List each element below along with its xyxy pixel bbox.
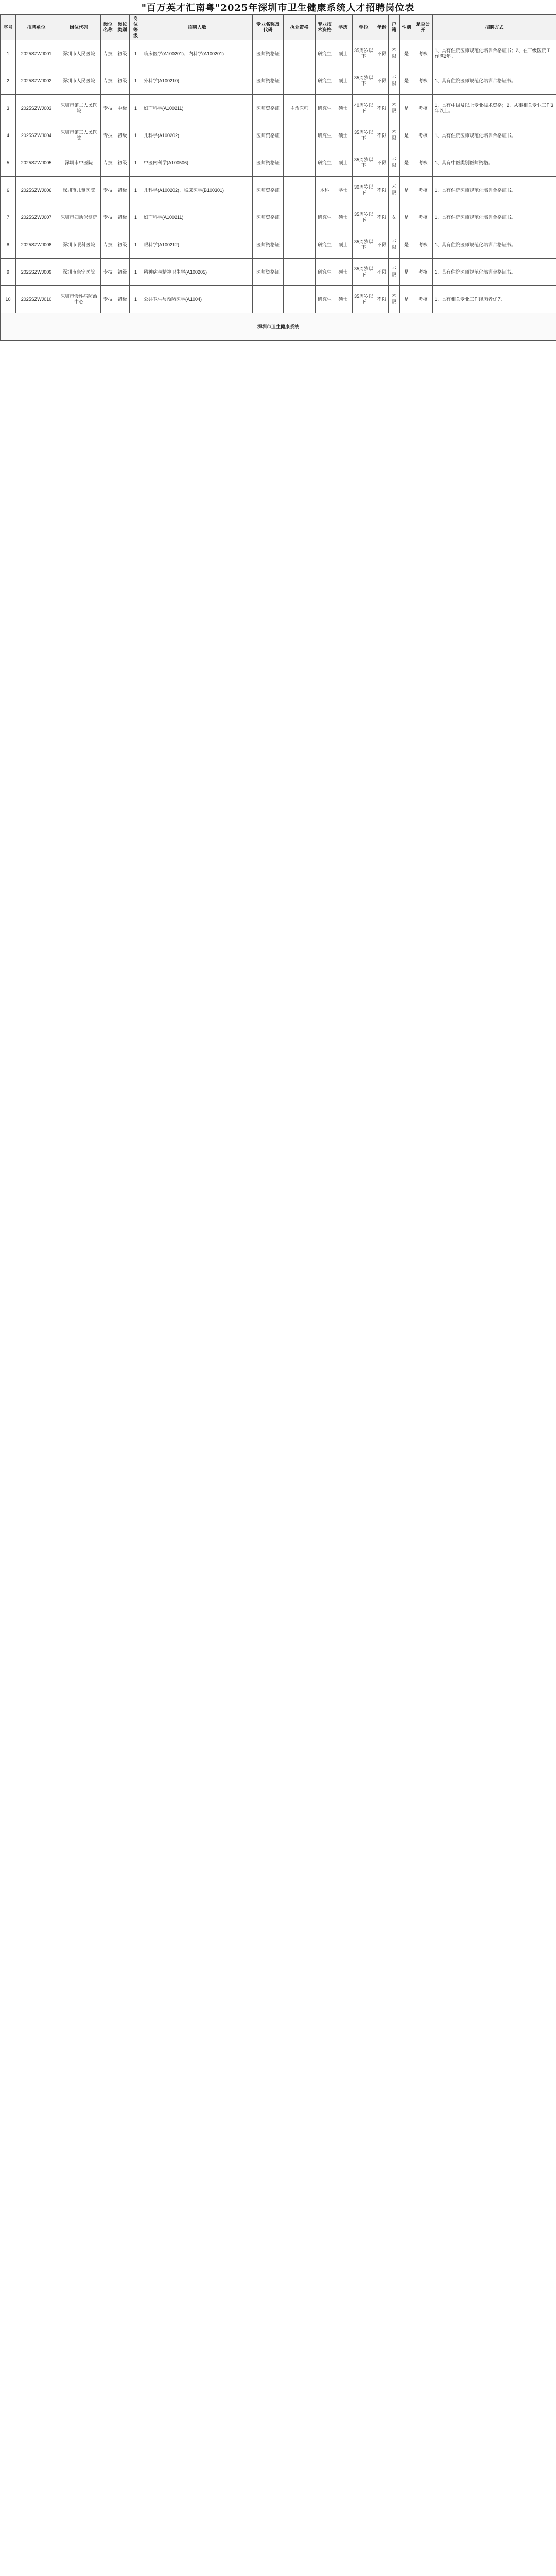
cell-category: 初级 — [115, 149, 130, 177]
cell-code: 2025SZWJ004 — [16, 122, 57, 149]
cell-position: 专技 — [101, 286, 115, 313]
cell-major: 精神病与精神卫生学(A100205) — [142, 259, 253, 286]
cell-gender: 不限 — [389, 122, 400, 149]
cell-cert: 医师资格证 — [253, 259, 284, 286]
cell-cert: 医师资格证 — [253, 149, 284, 177]
cell-household: 不限 — [375, 259, 389, 286]
cell-tech — [284, 286, 316, 313]
cell-age: 35周岁以下 — [353, 149, 375, 177]
cell-cert: 医师资格证 — [253, 67, 284, 95]
cell-tech — [284, 149, 316, 177]
cell-count: 1 — [130, 67, 142, 95]
cell-count: 1 — [130, 40, 142, 67]
cell-count: 1 — [130, 231, 142, 259]
cell-no: 4 — [1, 122, 16, 149]
header-mode: 招聘方式 — [433, 15, 556, 40]
header-no: 序号 — [1, 15, 16, 40]
cell-edu: 研究生 — [316, 231, 334, 259]
cell-gender: 不限 — [389, 40, 400, 67]
table-row — [1, 95, 556, 122]
cell-category: 初级 — [115, 177, 130, 204]
cell-edu: 研究生 — [316, 286, 334, 313]
cell-tech — [284, 204, 316, 231]
cell-public: 是 — [400, 177, 413, 204]
cell-count: 1 — [130, 95, 142, 122]
cell-degree: 硕士 — [334, 67, 353, 95]
cell-mode: 考核 — [413, 40, 433, 67]
header-code: 岗位代码 — [57, 15, 101, 40]
cell-no: 3 — [1, 95, 16, 122]
cell-no: 7 — [1, 204, 16, 231]
cell-tech — [284, 231, 316, 259]
cell-category: 初级 — [115, 286, 130, 313]
cell-major: 儿科学(A100202)、临床医学(B100301) — [142, 177, 253, 204]
cell-degree: 硕士 — [334, 204, 353, 231]
cell-category: 初级 — [115, 231, 130, 259]
header-degree: 学位 — [353, 15, 375, 40]
cell-edu: 研究生 — [316, 95, 334, 122]
cell-major: 中医内科学(A100506) — [142, 149, 253, 177]
cell-position: 专技 — [101, 259, 115, 286]
table-row — [1, 67, 556, 95]
cell-age: 35周岁以下 — [353, 204, 375, 231]
cell-degree: 硕士 — [334, 149, 353, 177]
cell-cert: 医师资格证 — [253, 122, 284, 149]
cell-tech — [284, 259, 316, 286]
cell-tech: 主治医师 — [284, 95, 316, 122]
cell-count: 1 — [130, 149, 142, 177]
cell-cert: 医师资格证 — [253, 95, 284, 122]
cell-code: 2025SZWJ009 — [16, 259, 57, 286]
cell-unit: 深圳市第二人民医院 — [57, 95, 101, 122]
cell-major: 外科学(A100210) — [142, 67, 253, 95]
cell-gender: 不限 — [389, 177, 400, 204]
cell-code: 2025SZWJ003 — [16, 95, 57, 122]
cell-unit: 深圳市第三人民医院 — [57, 122, 101, 149]
cell-edu: 本科 — [316, 177, 334, 204]
header-level: 岗位等级 — [130, 15, 142, 40]
table-row — [1, 122, 556, 149]
cell-other: 1、具有住院医师规范化培训合格证书。 — [433, 67, 556, 95]
cell-household: 不限 — [375, 204, 389, 231]
cell-gender: 不限 — [389, 67, 400, 95]
cell-mode: 考核 — [413, 149, 433, 177]
cell-major: 公共卫生与预防医学(A1004) — [142, 286, 253, 313]
cell-degree: 硕士 — [334, 95, 353, 122]
cell-age: 35周岁以下 — [353, 67, 375, 95]
cell-household: 不限 — [375, 122, 389, 149]
cell-edu: 研究生 — [316, 40, 334, 67]
cell-unit: 深圳市人民医院 — [57, 67, 101, 95]
cell-mode: 考核 — [413, 259, 433, 286]
cell-household: 不限 — [375, 67, 389, 95]
cell-edu: 研究生 — [316, 122, 334, 149]
cell-position: 专技 — [101, 40, 115, 67]
cell-edu: 研究生 — [316, 204, 334, 231]
cell-mode: 考核 — [413, 122, 433, 149]
cell-age: 35周岁以下 — [353, 231, 375, 259]
header-unit: 招聘单位 — [16, 15, 57, 40]
cell-tech — [284, 122, 316, 149]
cell-mode: 考核 — [413, 286, 433, 313]
cell-other: 1、具有相关专业工作经历者优先。 — [433, 286, 556, 313]
cell-other: 1、具有中级及以上专业技术资格；2、从事相关专业工作3年以上。 — [433, 95, 556, 122]
cell-other: 1、具有住院医师规范化培训合格证书。 — [433, 259, 556, 286]
cell-position: 专技 — [101, 67, 115, 95]
cell-no: 5 — [1, 149, 16, 177]
cell-code: 2025SZWJ002 — [16, 67, 57, 95]
cell-other: 1、具有住院医师规范化培训合格证书。 — [433, 177, 556, 204]
cell-gender: 不限 — [389, 149, 400, 177]
cell-unit: 深圳市慢性病防治中心 — [57, 286, 101, 313]
cell-tech — [284, 177, 316, 204]
cell-position: 专技 — [101, 231, 115, 259]
cell-code: 2025SZWJ006 — [16, 177, 57, 204]
cell-count: 1 — [130, 204, 142, 231]
cell-major: 妇产科学(A100211) — [142, 204, 253, 231]
header-major: 专业名称及代码 — [253, 15, 284, 40]
cell-public: 是 — [400, 204, 413, 231]
cell-no: 8 — [1, 231, 16, 259]
cell-gender: 不限 — [389, 259, 400, 286]
cell-public: 是 — [400, 67, 413, 95]
cell-other: 1、具有住院医师规范化培训合格证书。 — [433, 231, 556, 259]
cell-major: 临床医学(A100201)、内科学(A100201) — [142, 40, 253, 67]
cell-position: 专技 — [101, 122, 115, 149]
cell-degree: 硕士 — [334, 259, 353, 286]
cell-other: 1、具有住院医师规范化培训合格证书。 — [433, 122, 556, 149]
header-category: 岗位类别 — [115, 15, 130, 40]
cell-position: 专技 — [101, 177, 115, 204]
cell-tech — [284, 40, 316, 67]
cell-cert: 医师资格证 — [253, 231, 284, 259]
cell-no: 2 — [1, 67, 16, 95]
cell-no: 1 — [1, 40, 16, 67]
cell-age: 35周岁以下 — [353, 259, 375, 286]
cell-major: 儿科学(A100202) — [142, 122, 253, 149]
table-row — [1, 177, 556, 204]
cell-degree: 硕士 — [334, 231, 353, 259]
cell-no: 9 — [1, 259, 16, 286]
cell-other: 1、具有住院医师规范化培训合格证书。 — [433, 204, 556, 231]
cell-code: 2025SZWJ005 — [16, 149, 57, 177]
cell-public: 是 — [400, 259, 413, 286]
cell-count: 1 — [130, 122, 142, 149]
cell-mode: 考核 — [413, 231, 433, 259]
cell-public: 是 — [400, 122, 413, 149]
cell-unit: 深圳市妇幼保健院 — [57, 204, 101, 231]
cell-mode: 考核 — [413, 204, 433, 231]
cell-position: 专技 — [101, 149, 115, 177]
cell-code: 2025SZWJ010 — [16, 286, 57, 313]
cell-household: 不限 — [375, 286, 389, 313]
cell-category: 中级 — [115, 95, 130, 122]
header-household: 户籍 — [389, 15, 400, 40]
cell-degree: 硕士 — [334, 40, 353, 67]
cell-public: 是 — [400, 286, 413, 313]
cell-age: 35周岁以下 — [353, 122, 375, 149]
cell-unit: 深圳市眼科医院 — [57, 231, 101, 259]
header-public: 是否公开 — [413, 15, 433, 40]
cell-code: 2025SZWJ001 — [16, 40, 57, 67]
cell-gender: 不限 — [389, 286, 400, 313]
cell-age: 35周岁以下 — [353, 286, 375, 313]
cell-category: 初级 — [115, 122, 130, 149]
cell-cert: 医师资格证 — [253, 40, 284, 67]
table-row — [1, 259, 556, 286]
cell-count: 1 — [130, 259, 142, 286]
cell-household: 不限 — [375, 177, 389, 204]
cell-major: 眼科学(A100212) — [142, 231, 253, 259]
cell-public: 是 — [400, 95, 413, 122]
cell-unit: 深圳市儿童医院 — [57, 177, 101, 204]
cell-count: 1 — [130, 286, 142, 313]
table-row — [1, 149, 556, 177]
cell-degree: 硕士 — [334, 286, 353, 313]
cell-count: 1 — [130, 177, 142, 204]
cell-cert: 医师资格证 — [253, 177, 284, 204]
cell-category: 初级 — [115, 259, 130, 286]
cell-household: 不限 — [375, 95, 389, 122]
cell-public: 是 — [400, 231, 413, 259]
cell-household: 不限 — [375, 231, 389, 259]
cell-category: 初级 — [115, 204, 130, 231]
cell-household: 不限 — [375, 40, 389, 67]
org-merged-cell: 深圳市卫生健康系统 — [1, 313, 556, 341]
header-position: 岗位名称 — [101, 15, 115, 40]
cell-edu: 研究生 — [316, 259, 334, 286]
header-row — [1, 15, 556, 40]
cell-degree: 硕士 — [334, 122, 353, 149]
cell-tech — [284, 67, 316, 95]
cell-cert: 医师资格证 — [253, 204, 284, 231]
cell-public: 是 — [400, 149, 413, 177]
header-count: 招聘人数 — [142, 15, 253, 40]
header-edu: 学历 — [334, 15, 353, 40]
cell-household: 不限 — [375, 149, 389, 177]
header-tech: 专业技术资格 — [316, 15, 334, 40]
table-row — [1, 204, 556, 231]
cell-age: 30周岁以下 — [353, 177, 375, 204]
cell-unit: 深圳市康宁医院 — [57, 259, 101, 286]
cell-code: 2025SZWJ008 — [16, 231, 57, 259]
cell-public: 是 — [400, 40, 413, 67]
cell-edu: 研究生 — [316, 149, 334, 177]
table-row-org — [1, 313, 556, 341]
cell-position: 专技 — [101, 204, 115, 231]
cell-age: 40周岁以下 — [353, 95, 375, 122]
cell-position: 专技 — [101, 95, 115, 122]
cell-degree: 学士 — [334, 177, 353, 204]
cell-category: 初级 — [115, 40, 130, 67]
cell-age: 35周岁以下 — [353, 40, 375, 67]
cell-edu: 研究生 — [316, 67, 334, 95]
cell-category: 初级 — [115, 67, 130, 95]
cell-gender: 不限 — [389, 231, 400, 259]
table-row — [1, 40, 556, 67]
cell-no: 6 — [1, 177, 16, 204]
cell-other: 1、具有住院医师规范化培训合格证书；2、在三级医院工作满2年。 — [433, 40, 556, 67]
cell-mode: 考核 — [413, 177, 433, 204]
cell-unit: 深圳市人民医院 — [57, 40, 101, 67]
cell-gender: 女 — [389, 204, 400, 231]
header-cert: 执业资格 — [284, 15, 316, 40]
cell-cert — [253, 286, 284, 313]
header-age: 年龄 — [375, 15, 389, 40]
table-row — [1, 231, 556, 259]
cell-mode: 考核 — [413, 95, 433, 122]
cell-unit: 深圳市中医院 — [57, 149, 101, 177]
title-bar — [0, 0, 556, 15]
table-row — [1, 286, 556, 313]
header-gender: 性别 — [400, 15, 413, 40]
recruitment-table — [0, 14, 556, 341]
cell-major: 妇产科学(A100211) — [142, 95, 253, 122]
cell-code: 2025SZWJ007 — [16, 204, 57, 231]
page-title: "百万英才汇南粤"2025年深圳市卫生健康系统人才招聘岗位表 — [141, 3, 415, 13]
cell-other: 1、具有中医类别医师资格。 — [433, 149, 556, 177]
cell-gender: 不限 — [389, 95, 400, 122]
cell-mode: 考核 — [413, 67, 433, 95]
cell-no: 10 — [1, 286, 16, 313]
